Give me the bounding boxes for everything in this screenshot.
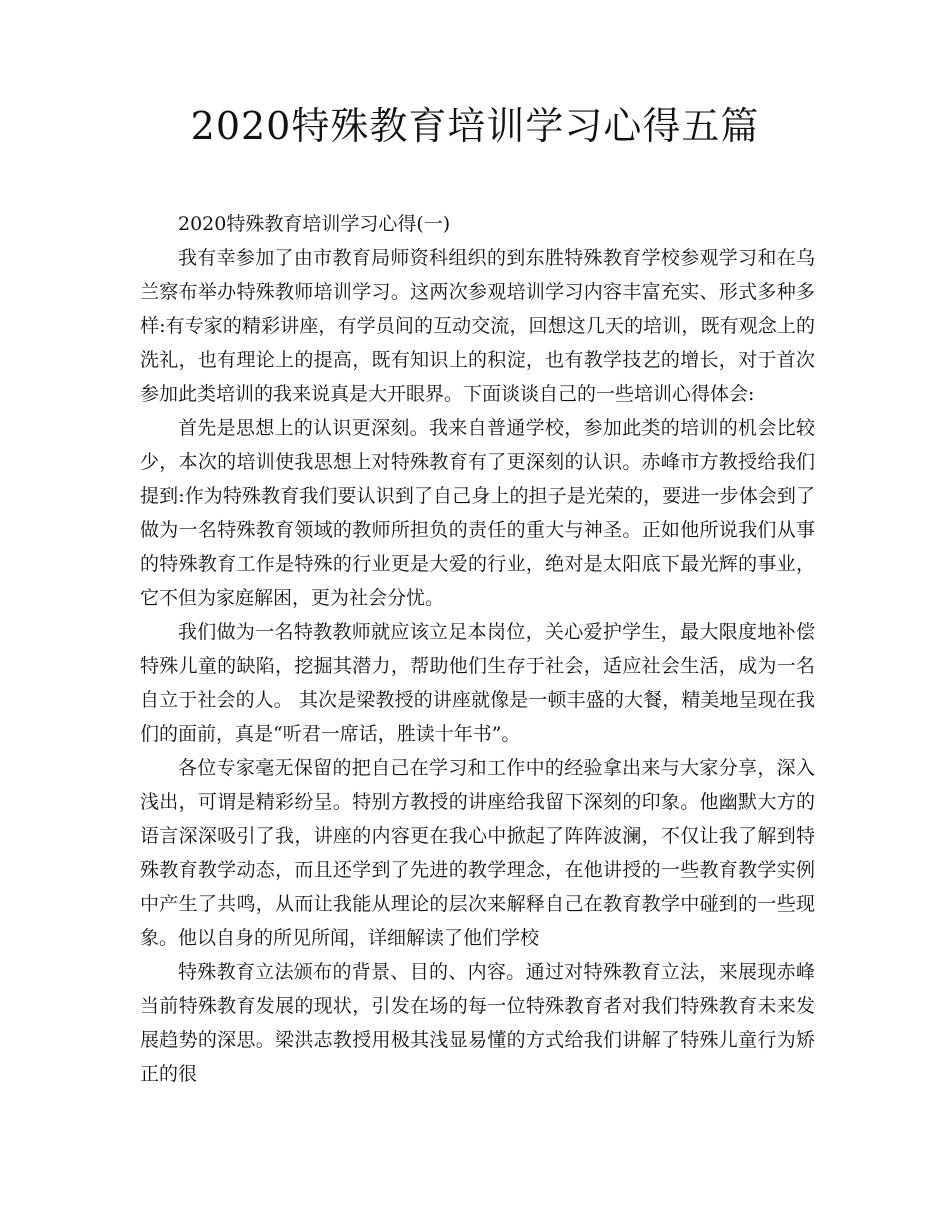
paragraph-1: 我有幸参加了由市教育局师资科组织的到东胜特殊教育学校参观学习和在乌兰察布举办特殊教师培训学习。这两次参观培训学习内容丰富充实、形式多种多样:有专家的精彩讲座，有学员间的互动交流，回想这几天的培训，既有观念上的洗礼，也有理论上的提高，既有知识上的积淀，也有教学技艺的增长，对于首次参加此类培训的我来说真是大开眼界。下面谈谈自己的一些培训心得体会: (140, 247, 815, 405)
paragraph-2: 首先是思想上的认识更深刻。我来自普通学校，参加此类的培训的机会比较少，本次的培训使我思想上对特殊教育有了更深刻的认识。赤峰市方教授给我们提到:作为特殊教育我们要认识到了自己身上的担子是光荣的，要进一步体会到了做为一名特殊教育领域的教师所担负的责任的重大与神圣。正如他所说我们从事的特殊教育工作是特殊的行业更是大爱的行业，绝对是太阳底下最光辉的事业，它不但为家庭解困，更为社会分忧。 (140, 417, 815, 609)
paragraph-5: 特殊教育立法颁布的背景、目的、内容。通过对特殊教育立法，来展现赤峰当前特殊教育发展的现状，引发在场的每一位特殊教育者对我们特殊教育未来发展趋势的深思。梁洪志教授用极其浅显易懂的方式给我们讲解了特殊儿童行为矫正的很 (140, 961, 815, 1085)
document-body (140, 207, 815, 1091)
paragraph-4: 各位专家毫无保留的把自己在学习和工作中的经验拿出来与大家分享，深入浅出，可谓是精彩纷呈。特别方教授的讲座给我留下深刻的印象。他幽默大方的语言深深吸引了我，讲座的内容更在我心中掀起了阵阵波澜，不仅让我了解到特殊教育教学动态，而且还学到了先进的教学理念，在他讲授的一些教育教学实例中产生了共鸣，从而让我能从理论的层次来解释自己在教育教学中碰到的一些现象。他以自身的所见所闻，详细解读了他们学校 (140, 757, 815, 949)
section-subtitle: 2020特殊教育培训学习心得(一) (178, 213, 451, 235)
document-title: 2020特殊教育培训学习心得五篇 (190, 104, 760, 148)
paragraph-3: 我们做为一名特教教师就应该立足本岗位，关心爱护学生，最大限度地补偿特殊儿童的缺陷，挖掘其潜力，帮助他们生存于社会，适应社会生活，成为一名自立于社会的人。 其次是梁教授的讲座就像是一顿丰盛的大餐，精美地呈现在我们的面前，真是“听君一席话，胜读十年书”。 (140, 621, 815, 745)
